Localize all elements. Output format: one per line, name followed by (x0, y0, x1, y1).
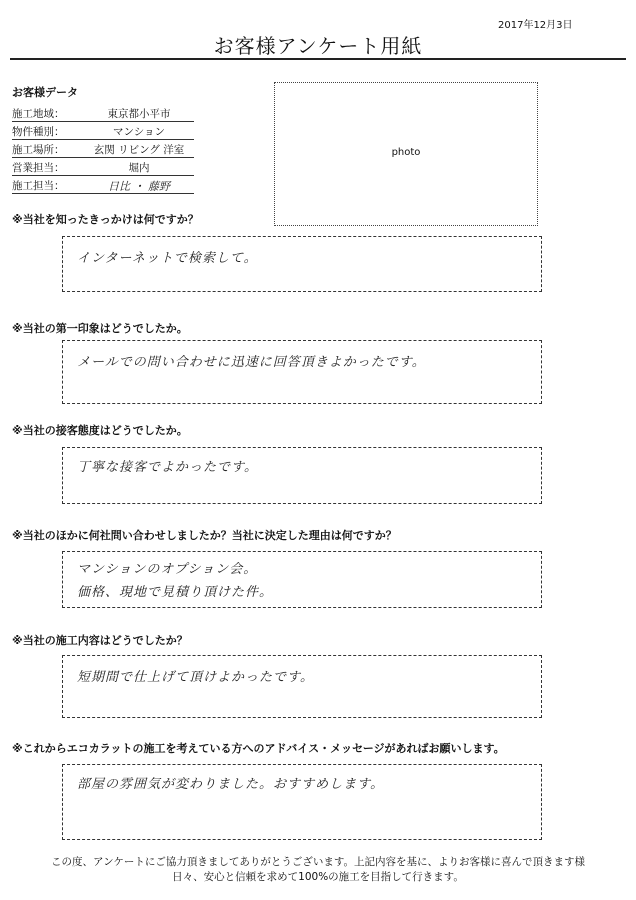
question-1: ※当社を知ったきっかけは何ですか？ (12, 213, 199, 226)
info-row-property-type (12, 122, 194, 140)
customer-data-heading: お客様データ (12, 86, 78, 99)
photo-placeholder-label: photo (391, 147, 421, 158)
answer-6-line-1: 部屋の雰囲気が変わりました。おすすめします。 (77, 777, 385, 792)
answer-box-4 (62, 551, 542, 608)
answer-box-5 (62, 655, 542, 718)
answer-2-line-1: メールでの問い合わせに迅速に回答頂きよかったです。 (77, 355, 426, 370)
customer-data-table (12, 104, 194, 194)
info-row-installer (12, 176, 194, 194)
info-value: マンション (112, 126, 166, 138)
answer-5-line-1: 短期間で仕上げて頂けよかったです。 (77, 670, 314, 685)
title-divider (10, 58, 626, 60)
photo-box (274, 82, 538, 226)
info-label: 施工担当： (12, 180, 65, 192)
info-row-sales-rep (12, 158, 194, 176)
answer-1-line-1: インターネットで検索して。 (77, 251, 258, 266)
answer-3-line-1: 丁寧な接客でよかったです。 (77, 460, 258, 475)
info-value: 玄関 リビング 洋室 (93, 144, 185, 156)
info-row-location (12, 140, 194, 158)
info-value: 東京都小平市 (107, 108, 171, 120)
answer-box-3 (62, 447, 542, 504)
info-value-handwritten: 日比 ・ 藤野 (108, 180, 170, 193)
survey-date: 2017年12月3日 (498, 20, 573, 31)
info-label: 施工地域： (12, 108, 65, 120)
footer-message-line-2: 日々、安心と信頼を求めて100%の施工を目指して行きます。 (172, 871, 464, 883)
info-label: 物件種別： (12, 126, 65, 138)
footer-message-line-1: この度、アンケートにご協力頂きましてありがとうございます。上記内容を基に、よりお客様に喜んで頂きます様 (50, 856, 586, 868)
answer-box-6 (62, 764, 542, 840)
info-value: 堀内 (128, 162, 150, 174)
answer-4-line-2: 価格、現地で見積り頂けた件。 (77, 585, 274, 600)
answer-box-2 (62, 340, 542, 404)
info-row-area (12, 104, 194, 122)
info-label: 営業担当： (12, 162, 65, 174)
question-3: ※当社の接客態度はどうでしたか。 (12, 424, 188, 437)
question-5: ※当社の施工内容はどうでしたか？ (12, 634, 188, 647)
answer-box-1 (62, 236, 542, 292)
answer-4-line-1: マンションのオプション会。 (77, 562, 258, 577)
question-4: ※当社のほかに何社問い合わせしましたか？当社に決定した理由は何ですか？ (12, 529, 397, 542)
question-6: ※これからエコカラットの施工を考えている方へのアドバイス・メッセージがあればお願いします。 (12, 742, 505, 755)
info-label: 施工場所： (12, 144, 65, 156)
survey-title: お客様アンケート用紙 (213, 34, 423, 58)
question-2: ※当社の第一印象はどうでしたか。 (12, 322, 188, 335)
